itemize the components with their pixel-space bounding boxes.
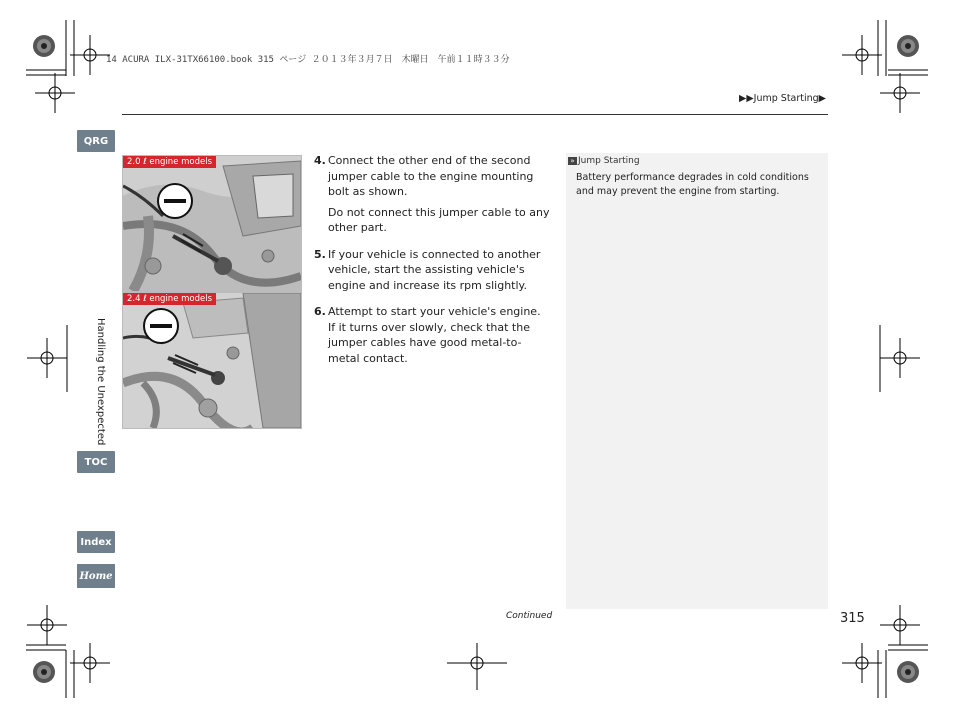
instruction-steps [314,153,550,377]
print-header: 14 ACURA ILX-31TX66100.book 315 ページ ２０１３年３月７日 木曜日 午前１１時３３分 [106,55,510,65]
qrg-button[interactable]: QRG [77,130,115,152]
note-title-text: Jump Starting [578,156,640,166]
step-item [314,247,550,299]
step-item [314,304,550,371]
reference-icon: » [568,157,577,165]
step-number: 4. [314,154,326,167]
step-text: Attempt to start your vehicle's engine. If it turns over slowly, check that the jumper cables have good metal-to-metal contact. [328,305,541,365]
header-divider [122,114,828,115]
step-number: 6. [314,305,326,318]
figure-label: 2.0 ℓ engine models [123,156,216,168]
note-text: Battery performance degrades in cold conditions and may prevent the engine from starting. [576,172,809,197]
side-note [566,153,828,609]
step-text: Connect the other end of the second jumper cable to the engine mounting bolt as shown. [328,154,534,198]
index-button[interactable]: Index [77,531,115,553]
engine-figure-2-4 [122,292,302,429]
toc-button[interactable]: TOC [77,451,115,473]
figure-label: 2.4 ℓ engine models [123,293,216,305]
continued-label: Continued [506,611,553,621]
step-number: 5. [314,247,326,261]
home-button[interactable]: Home [77,564,115,588]
chapter-tab [88,318,108,450]
page-number: 315 [840,611,865,626]
step-text: Do not connect this jumper cable to any other part. [328,205,550,234]
breadcrumb[interactable]: ▶▶Jump Starting▶ [739,93,826,104]
step-item [314,153,550,241]
note-title[interactable] [568,156,640,166]
step-text: If your vehicle is connected to another vehicle, start the assisting vehicle's engine and increase its rpm slightly. [328,247,541,292]
engine-illustration [123,156,301,291]
engine-illustration [123,293,301,428]
chapter-tab-label: Handling the Unexpected [95,318,106,446]
engine-figure-2-0 [122,155,302,292]
